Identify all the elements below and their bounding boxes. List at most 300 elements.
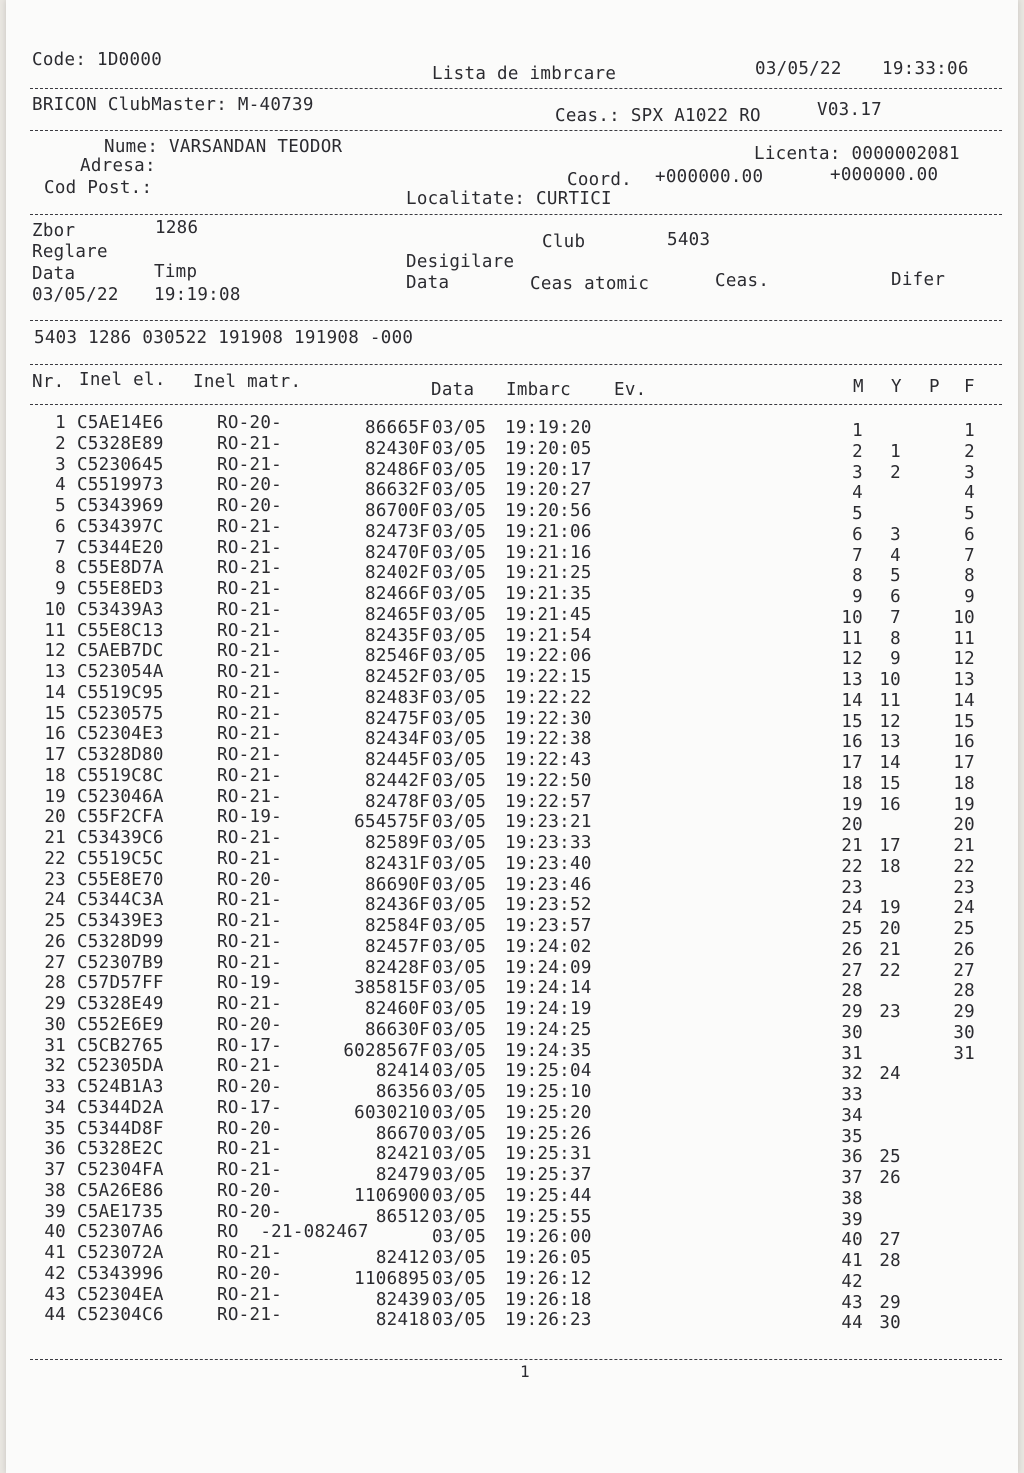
row-m: 31 [841, 1043, 863, 1064]
row-matr-number: 82457F [364, 936, 430, 957]
row-m: 44 [841, 1313, 863, 1334]
coord-y: +000000.00 [830, 165, 939, 185]
row-nr: 35 [44, 1118, 66, 1139]
row-date: 03/05 [432, 1206, 487, 1227]
table-row [0, 1305, 1024, 1334]
row-time: 19:25:44 [505, 1185, 592, 1206]
table-row [0, 1014, 1024, 1043]
row-y: 15 [879, 773, 901, 794]
row-nr: 20 [44, 807, 66, 828]
row-f: 25 [953, 919, 975, 939]
document-title: Lista de imbrcare [432, 64, 617, 84]
row-date: 03/05 [432, 646, 487, 667]
row-y: 1 [890, 441, 901, 462]
row-nr: 22 [44, 848, 66, 869]
postal-code-label: Cod Post.: [44, 178, 153, 198]
row-m: 13 [841, 670, 863, 690]
row-date: 03/05 [432, 542, 487, 563]
row-nr: 5 [55, 496, 66, 516]
row-f: 8 [964, 566, 975, 587]
row-time: 19:25:31 [505, 1144, 592, 1165]
row-m: 11 [841, 628, 863, 649]
row-nr: 8 [55, 558, 66, 579]
row-m: 28 [841, 981, 863, 1002]
table-row [0, 599, 1024, 628]
row-y: 27 [879, 1230, 901, 1251]
col-inel-el: Inel el. [79, 370, 166, 390]
row-m: 39 [841, 1209, 863, 1230]
table-row [0, 848, 1024, 877]
row-y: 3 [890, 524, 901, 545]
row-m: 15 [841, 711, 863, 732]
row-f: 1 [964, 421, 975, 441]
row-matr-number: 82442F [364, 770, 430, 791]
col-p: P [929, 377, 940, 397]
row-matr-number: 82439 [375, 1289, 430, 1310]
row-m: 42 [841, 1271, 863, 1292]
row-y: 2 [890, 462, 901, 483]
row-f: 31 [953, 1043, 975, 1064]
row-date: 03/05 [432, 1061, 487, 1082]
row-nr: 29 [44, 994, 66, 1014]
row-f: 20 [953, 815, 975, 836]
row-inel-el: C523054A [77, 662, 164, 682]
row-nr: 27 [44, 952, 66, 973]
row-inel-matr: RO-21- [217, 558, 283, 579]
col-m: M [853, 377, 864, 397]
row-time: 19:19:20 [505, 418, 592, 438]
row-time: 19:26:23 [505, 1310, 592, 1331]
row-nr: 14 [44, 682, 66, 703]
table-row [0, 662, 1024, 690]
row-time: 19:26:12 [505, 1268, 592, 1289]
table-row [0, 931, 1024, 960]
row-inel-el: C5519973 [77, 475, 164, 496]
row-inel-matr: RO-21- [217, 1243, 283, 1263]
row-m: 40 [841, 1230, 863, 1251]
row-time: 19:24:14 [505, 978, 592, 999]
row-inel-matr: RO-20- [217, 1014, 283, 1035]
row-inel-el: C5344D8F [77, 1118, 164, 1139]
row-inel-matr: RO-20- [217, 1118, 283, 1139]
row-nr: 33 [44, 1077, 66, 1097]
print-time: 19:33:06 [882, 59, 969, 79]
row-inel-matr: RO-20- [217, 1263, 283, 1284]
version-label: V03.17 [817, 100, 883, 120]
row-nr: 21 [44, 828, 66, 848]
row-nr: 43 [44, 1284, 66, 1305]
row-date: 03/05 [432, 978, 487, 999]
row-f: 21 [953, 836, 975, 856]
row-nr: 18 [44, 765, 66, 786]
code-label: Code: 1D0000 [32, 50, 163, 70]
divider [30, 214, 1002, 215]
address-label: Adresa: [80, 156, 156, 176]
row-f: 28 [953, 981, 975, 1002]
row-time: 19:20:17 [505, 459, 592, 480]
row-inel-el: C55E8C13 [77, 620, 164, 641]
table-row [0, 620, 1024, 649]
table-row [0, 911, 1024, 939]
table-row [0, 537, 1024, 566]
row-matr-number: 1106900 [354, 1185, 430, 1206]
row-f: 16 [953, 732, 975, 753]
row-inel-el: C5328E49 [77, 994, 164, 1014]
row-nr: 40 [44, 1222, 66, 1243]
flight-label: Zbor [32, 221, 76, 241]
row-inel-matr: RO-20- [217, 413, 283, 433]
row-f: 23 [953, 877, 975, 898]
row-m: 41 [841, 1251, 863, 1271]
table-row [0, 869, 1024, 898]
row-matr-number: 654575F [354, 812, 430, 833]
row-matr-number: 82434F [364, 729, 430, 750]
row-matr-number: 82483F [364, 687, 430, 708]
row-nr: 38 [44, 1180, 66, 1201]
row-inel-matr: RO-21- [217, 537, 283, 558]
row-f: 24 [953, 898, 975, 919]
adjustment-date: 03/05/22 [32, 285, 119, 305]
row-inel-matr: RO-20- [217, 1180, 283, 1201]
row-nr: 26 [44, 931, 66, 952]
row-inel-matr: RO-21- [217, 662, 283, 682]
license-number: Licenta: 0000002081 [754, 144, 960, 164]
divider [30, 130, 1002, 131]
row-date: 03/05 [432, 874, 487, 895]
table-row [0, 516, 1024, 545]
row-date: 03/05 [432, 1102, 487, 1123]
row-inel-el: C5344C3A [77, 890, 164, 911]
row-date: 03/05 [432, 895, 487, 916]
table-row [0, 1263, 1024, 1292]
row-matr-number: 82445F [364, 750, 430, 770]
row-y: 21 [879, 939, 901, 960]
row-inel-matr: RO-21- [217, 1139, 283, 1160]
row-f: 6 [964, 524, 975, 545]
row-time: 19:22:06 [505, 646, 592, 667]
row-date: 03/05 [432, 459, 487, 480]
row-nr: 16 [44, 724, 66, 745]
row-f: 26 [953, 939, 975, 960]
row-time: 19:22:30 [505, 708, 592, 729]
row-f: 19 [953, 794, 975, 815]
row-m: 29 [841, 1002, 863, 1022]
row-m: 38 [841, 1188, 863, 1209]
row-date: 03/05 [432, 480, 487, 501]
row-y: 29 [879, 1292, 901, 1313]
row-inel-matr: RO-21- [217, 454, 283, 475]
row-matr-number: 86356 [375, 1082, 430, 1102]
row-date: 03/05 [432, 936, 487, 957]
row-inel-matr: RO-21- [217, 994, 283, 1014]
row-matr-number: 82478F [364, 791, 430, 812]
row-time: 19:20:05 [505, 438, 592, 459]
row-time: 19:22:22 [505, 687, 592, 708]
row-inel-el: C5519C8C [77, 765, 164, 786]
row-inel-el: C5230645 [77, 454, 164, 475]
table-row [0, 765, 1024, 794]
row-inel-matr: RO-21- [217, 516, 283, 537]
row-date: 03/05 [432, 667, 487, 687]
row-nr: 36 [44, 1139, 66, 1160]
row-time: 19:25:37 [505, 1165, 592, 1185]
row-y: 12 [879, 711, 901, 732]
row-time: 19:23:52 [505, 895, 592, 916]
row-inel-matr: RO-21- [217, 620, 283, 641]
row-inel-matr: RO-21- [217, 828, 283, 848]
row-date: 03/05 [432, 1144, 487, 1165]
row-inel-el: C5344D2A [77, 1097, 164, 1118]
row-m: 35 [841, 1126, 863, 1147]
row-date: 03/05 [432, 1248, 487, 1268]
row-inel-el: C53439E3 [77, 911, 164, 931]
row-inel-matr: RO-21- [217, 641, 283, 662]
row-time: 19:21:45 [505, 604, 592, 625]
table-row [0, 994, 1024, 1022]
row-m: 27 [841, 960, 863, 981]
row-nr: 23 [44, 869, 66, 890]
table-row [0, 1160, 1024, 1188]
row-y: 10 [879, 670, 901, 690]
row-matr-number: 82473F [364, 521, 430, 542]
row-m: 43 [841, 1292, 863, 1313]
row-y: 14 [879, 753, 901, 773]
row-matr-number: 82460F [364, 999, 430, 1019]
atomic-clock-label: Ceas atomic [530, 274, 650, 294]
row-f: 29 [953, 1002, 975, 1022]
row-inel-matr: RO-21- [217, 848, 283, 869]
row-date: 03/05 [432, 853, 487, 874]
table-row [0, 890, 1024, 919]
row-time: 19:24:02 [505, 936, 592, 957]
row-inel-matr: RO-21- [217, 890, 283, 911]
row-inel-el: C5328D99 [77, 931, 164, 952]
row-m: 7 [852, 545, 863, 566]
row-matr-number: 82402F [364, 563, 430, 584]
locality: Localitate: CURTICI [406, 189, 612, 209]
owner-name: Nume: VARSANDAN TEODOR [104, 137, 343, 157]
row-date: 03/05 [432, 563, 487, 584]
row-inel-el: C52304EA [77, 1284, 164, 1305]
row-matr-number: 82435F [364, 625, 430, 646]
row-f: 14 [953, 690, 975, 711]
row-nr: 31 [44, 1035, 66, 1056]
row-y: 4 [890, 545, 901, 566]
row-matr-number: 82486F [364, 459, 430, 480]
row-nr: 12 [44, 641, 66, 662]
row-inel-el: C52307B9 [77, 952, 164, 973]
row-inel-matr: RO-17- [217, 1035, 283, 1056]
row-m: 4 [852, 483, 863, 504]
row-nr: 32 [44, 1056, 66, 1077]
adjustment-label: Reglare [32, 242, 108, 262]
row-inel-matr: RO-21- [217, 682, 283, 703]
row-date: 03/05 [432, 833, 487, 853]
row-nr: 17 [44, 745, 66, 765]
row-inel-matr: RO-20- [217, 475, 283, 496]
table-row [0, 952, 1024, 981]
date-label: Data [32, 264, 76, 284]
row-inel-el: C524B1A3 [77, 1077, 164, 1097]
row-inel-el: C5A26E86 [77, 1180, 164, 1201]
row-m: 32 [841, 1064, 863, 1085]
table-row [0, 828, 1024, 856]
table-row [0, 1180, 1024, 1209]
row-time: 19:24:19 [505, 999, 592, 1019]
row-time: 19:25:20 [505, 1102, 592, 1123]
row-inel-el: C52304E3 [77, 724, 164, 745]
row-inel-el: C5230575 [77, 703, 164, 724]
summary-line: 5403 1286 030522 191908 191908 -000 [34, 328, 414, 348]
row-f: 11 [953, 628, 975, 649]
row-inel-el: C55E8D7A [77, 558, 164, 579]
row-y: 19 [879, 898, 901, 919]
row-y: 22 [879, 960, 901, 981]
row-m: 18 [841, 773, 863, 794]
row-f: 13 [953, 670, 975, 690]
row-inel-el: C552E6E9 [77, 1014, 164, 1035]
table-row [0, 1077, 1024, 1105]
divider [30, 364, 1002, 365]
row-nr: 39 [44, 1201, 66, 1222]
row-inel-el: C5344E20 [77, 537, 164, 558]
row-date: 03/05 [432, 916, 487, 936]
row-time: 19:25:10 [505, 1082, 592, 1102]
table-row [0, 1139, 1024, 1168]
row-date: 03/05 [432, 999, 487, 1019]
row-time: 19:23:40 [505, 853, 592, 874]
coord-x: +000000.00 [655, 167, 764, 187]
row-matr-number: 86670 [375, 1123, 430, 1144]
table-row [0, 724, 1024, 753]
row-m: 1 [852, 421, 863, 441]
coord-label: Coord. [567, 170, 633, 190]
row-inel-matr: RO-21- [217, 745, 283, 765]
row-date: 03/05 [432, 770, 487, 791]
row-time: 19:22:15 [505, 667, 592, 687]
row-matr-number: 82546F [364, 646, 430, 667]
row-y: 18 [879, 856, 901, 877]
row-nr: 9 [55, 579, 66, 599]
row-inel-matr: RO-20- [217, 1077, 283, 1097]
row-inel-el: C5AE14E6 [77, 413, 164, 433]
row-nr: 11 [44, 620, 66, 641]
row-inel-el: C5AEB7DC [77, 641, 164, 662]
row-inel-el: C523046A [77, 786, 164, 807]
row-f: 7 [964, 545, 975, 566]
row-y: 17 [879, 836, 901, 856]
clock-col-label: Ceas. [715, 271, 770, 291]
row-m: 36 [841, 1147, 863, 1168]
row-nr: 24 [44, 890, 66, 911]
row-inel-matr: RO-21- [217, 952, 283, 973]
row-matr-number: 86690F [364, 874, 430, 895]
row-matr-number: 82421 [375, 1144, 430, 1165]
row-inel-matr: RO-21- [217, 1284, 283, 1305]
row-matr-number: 82584F [364, 916, 430, 936]
row-inel-el: C57D57FF [77, 973, 164, 994]
row-matr-number: 82436F [364, 895, 430, 916]
row-y: 16 [879, 794, 901, 815]
row-date: 03/05 [432, 1040, 487, 1061]
row-m: 17 [841, 753, 863, 773]
row-matr-number: 86630F [364, 1019, 430, 1040]
col-data: Data [431, 380, 475, 400]
row-m: 9 [852, 587, 863, 607]
row-matr-number: 86665F [364, 418, 430, 438]
col-y: Y [891, 377, 902, 397]
row-time: 19:24:25 [505, 1019, 592, 1040]
row-matr-number: 6030210 [354, 1102, 430, 1123]
row-inel-el: C55E8E70 [77, 869, 164, 890]
table-row [0, 496, 1024, 524]
row-y: 7 [890, 607, 901, 628]
row-inel-matr: RO-21- [217, 1056, 283, 1077]
unsealing-label: Desigilare [406, 252, 515, 272]
row-f: 5 [964, 504, 975, 524]
row-m: 20 [841, 815, 863, 836]
row-m: 21 [841, 836, 863, 856]
row-time: 19:21:35 [505, 584, 592, 604]
row-inel-matr: RO-20- [217, 869, 283, 890]
club-master-label: BRICON ClubMaster: M-40739 [32, 95, 314, 115]
row-inel-matr: RO-21- [217, 1305, 283, 1326]
row-nr: 7 [55, 537, 66, 558]
row-time: 19:23:46 [505, 874, 592, 895]
row-date: 03/05 [432, 729, 487, 750]
table-row [0, 475, 1024, 504]
row-f: 18 [953, 773, 975, 794]
row-date: 03/05 [432, 708, 487, 729]
row-date: 03/05 [432, 584, 487, 604]
row-nr: 13 [44, 662, 66, 682]
divider [30, 404, 1002, 405]
row-nr: 30 [44, 1014, 66, 1035]
row-nr: 19 [44, 786, 66, 807]
row-nr: 4 [55, 475, 66, 496]
row-f: 15 [953, 711, 975, 732]
row-date: 03/05 [432, 791, 487, 812]
row-inel-el: C52304FA [77, 1160, 164, 1180]
row-matr-number: 385815F [354, 978, 430, 999]
difference-label: Difer [891, 270, 946, 290]
table-row [0, 807, 1024, 836]
table-row [0, 1222, 1024, 1251]
row-date: 03/05 [432, 687, 487, 708]
row-time: 19:26:05 [505, 1248, 592, 1268]
row-inel-el: C52305DA [77, 1056, 164, 1077]
row-y: 9 [890, 649, 901, 670]
row-nr: 42 [44, 1263, 66, 1284]
flight-number: 1286 [155, 218, 199, 238]
row-y: 25 [879, 1147, 901, 1168]
row-matr-number: 82475F [364, 708, 430, 729]
row-inel-el: C5328E89 [77, 433, 164, 454]
row-m: 10 [841, 607, 863, 628]
row-matr-number: 82431F [364, 853, 430, 874]
row-date: 03/05 [432, 1268, 487, 1289]
row-y: 8 [890, 628, 901, 649]
divider [30, 320, 1002, 321]
row-y: 13 [879, 732, 901, 753]
row-m: 33 [841, 1085, 863, 1105]
col-imbarc: Imbarc [506, 380, 572, 400]
row-time: 19:22:38 [505, 729, 592, 750]
row-inel-matr: RO-20- [217, 1201, 283, 1222]
row-nr: 41 [44, 1243, 66, 1263]
row-time: 19:21:16 [505, 542, 592, 563]
table-row [0, 1243, 1024, 1271]
